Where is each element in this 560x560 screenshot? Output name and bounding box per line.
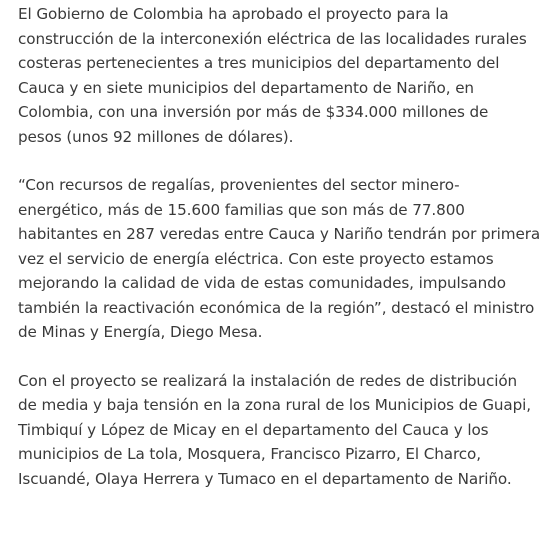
text-line: energético, más de 15.600 familias que son más de 77.800	[18, 200, 465, 219]
text-line: también la reactivación económica de la región”, destacó el ministro	[18, 298, 535, 317]
text-line: Timbiquí y López de Micay en el departamento del Cauca y los	[18, 420, 489, 439]
paragraph-minister-quote	[18, 149, 542, 345]
paragraph-project-approval	[18, 0, 542, 149]
text-line: costeras pertenecientes a tres municipios del departamento del	[18, 54, 500, 72]
paragraph-network-installation	[18, 345, 542, 492]
text-line: Iscuandé, Olaya Herrera y Tumaco en el departamento de Nariño.	[18, 469, 512, 488]
text-line: pesos (unos 92 millones de dólares).	[18, 127, 294, 146]
text-line: Colombia, con una inversión por más de $334.000 millones de	[18, 103, 489, 121]
text-line: habitantes en 287 veredas entre Cauca y Nariño tendrán por primera	[18, 225, 541, 243]
text-line: Con el proyecto se realizará la instalación de redes de distribución	[18, 371, 518, 390]
text-line: de media y baja tensión en la zona rural de los Municipios de Guapi,	[18, 396, 532, 414]
text-line: construcción de la interconexión eléctrica de las localidades rurales	[18, 29, 527, 48]
text-line: Cauca y en siete municipios del departamento de Nariño, en	[18, 78, 474, 97]
text-line: mejorando la calidad de vida de estas comunidades, impulsando	[18, 274, 506, 292]
text-line: vez el servicio de energía eléctrica. Con este proyecto estamos	[18, 249, 494, 268]
text-line: “Con recursos de regalías, provenientes del sector minero-	[18, 176, 460, 194]
text-line: de Minas y Energía, Diego Mesa.	[18, 323, 263, 341]
text-line: El Gobierno de Colombia ha aprobado el proyecto para la	[18, 5, 449, 23]
text-line: municipios de La tola, Mosquera, Francisco Pizarro, El Charco,	[18, 445, 481, 463]
